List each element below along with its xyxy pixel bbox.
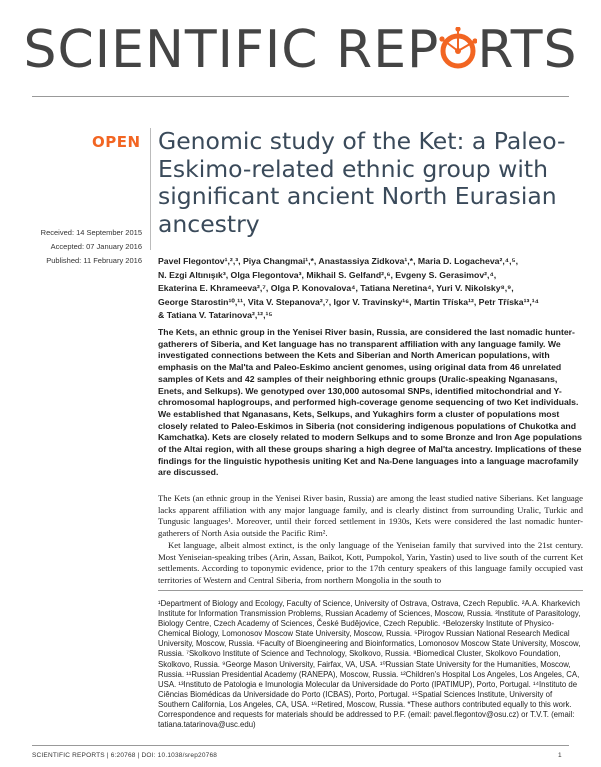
scientific-reports-logo-icon (439, 27, 477, 71)
accepted-date: Accepted: 07 January 2016 (50, 242, 142, 251)
affiliation-rule (158, 590, 583, 591)
received-date: Received: 14 September 2015 (40, 228, 142, 237)
title-divider (150, 128, 151, 250)
body-paragraph: Ket language, albeit almost extinct, is the only language of the Yeniseian family that survived into the 21st century. Most Yeniseian-speaking tribes (Arin, Assan, Baikot, Kott, Pumpokol, Yarin, Yastin) used to live south of the current Ket settlements. According to toponymic evidence, prior to the 17th century speakers of this language family occupied vast territories of Western and Central Siberia, from northern Mongolia in the south to (158, 539, 583, 585)
author-list (158, 255, 578, 323)
author-line: Pavel Flegontov¹,²,³, Piya Changmai¹,*, Anastassiya Zidkova¹,*, Maria D. Logacheva²,⁴,⁵, (158, 256, 518, 266)
body-paragraph: The Kets (an ethnic group in the Yenisei River basin, Russia) are among the least studied native Siberians. Ket language lacks apparent affiliation with any major language family, and is clearly distinct from surrounding Uralic, Turkic and Tungusic languages¹. Moreover, until their forced settlement in 1930s, Kets were considered the last nomadic hunter-gatherers of North Asia outside the Pacific Rim². (158, 493, 583, 539)
author-line: George Starostin¹⁰,¹¹, Vita V. Stepanova²,⁷, Igor V. Travinsky¹⁶, Martin Tříska¹², Petr Tříska¹³,¹⁴ (158, 296, 539, 307)
article-title: Genomic study of the Ket: a Paleo-Eskimo-related ethnic group with significant ancient North Eurasian ancestry (158, 127, 566, 238)
published-date: Published: 11 February 2016 (46, 256, 142, 265)
author-line: N. Ezgi Altınışık³, Olga Flegontova³, Mikhail S. Gelfand²,⁶, Evgeny S. Gerasimov²,⁴, (158, 269, 497, 280)
masthead-right: RTS (477, 20, 578, 80)
open-access-label: OPEN (92, 133, 141, 151)
footer-citation: SCIENTIFIC REPORTS | 6:20768 | DOI: 10.1038/srep20768 (32, 752, 218, 759)
journal-masthead (0, 20, 601, 80)
masthead-rule (32, 96, 569, 97)
affiliations: ¹Department of Biology and Ecology, Faculty of Science, University of Ostrava, Ostrava, Czech Republic. ²A.A. Kharkevich Institute for Information Transmission Problems, Russian Academy of Sciences, Moscow, Russia. ³Institute of Parasitology, Biology Centre, Czech Academy of Sciences, České Budějovice, Czech Republic. ⁴Belozersky Institute of Physico-Chemical Biology, Lomonosov Moscow State University, Moscow, Russia. ⁵Pirogov Russian National Research Medical University, Moscow, Russia. ⁶Faculty of Bioengineering and Bioinformatics, Lomonosov Moscow State University, Moscow, Russia. ⁷Skolkovo Institute of Science and Technology, Skolkovo, Russia. ⁸Biomedical Cluster, Skolkovo Foundation, Skolkovo, Russia. ⁹George Mason University, Fairfax, VA, USA. ¹⁰Russian State University for the Humanities, Moscow, Russia. ¹¹Russian Presidential Academy (RANEPA), Moscow, Russia. ¹²Children's Hospital Los Angeles, Los Angeles, CA, USA. ¹³Instituto de Patologia e Imunologia Molecular da Universidade do Porto (IPATIMUP), Porto, Portugal. ¹⁴Instituto de Ciências Biomédicas da Universidade do Porto (ICBAS), Porto, Portugal. ¹⁵Spatial Sciences Institute, University of Southern California, Los Angeles, CA, USA. ¹⁶Retired, Moscow, Russia. *These authors contributed equally to this work. Correspondence and requests for materials should be addressed to P.F. (email: pavel.flegontov@osu.cz) or T.V.T. (email: tatiana.tatarinova@usc.edu) (158, 599, 581, 730)
page-number: 1 (558, 752, 562, 759)
article-dates (18, 226, 142, 268)
author-line: Ekaterina E. Khrameeva²,⁷, Olga P. Konovalova⁴, Tatiana Neretina⁴, Yuri V. Nikolsky⁸,⁹, (158, 283, 514, 294)
abstract: The Kets, an ethnic group in the Yenisei River basin, Russia, are considered the last nomadic hunter-gatherers of Siberia, and Ket language has no transparent affiliation with any language family. We investigated connections between the Kets and Siberian and North American populations, with emphasis on the Mal'ta and Paleo-Eskimo ancient genomes, using original data from 46 unrelated samples of Kets and 42 samples of their neighboring ethnic groups (Uralic-speaking Nganasans, Enets, and Selkups). We genotyped over 130,000 autosomal SNPs, identified mitochondrial and Y-chromosomal haplogroups, and performed high-coverage genome sequencing of two Ket individuals. We established that Nganasans, Kets, Selkups, and Yukaghirs form a cluster of populations most closely related to Paleo-Eskimos in Siberia (not considering indigenous populations of Chukotka and Kamchatka). Kets are closely related to modern Selkups and to some Bronze and Iron Age populations of the Altai region, with all these groups sharing a high degree of Mal'ta ancestry. Implications of these findings for the linguistic hypothesis uniting Ket and Na-Dene languages into a language macrofamily are discussed. (158, 327, 583, 478)
footer-rule (32, 745, 569, 746)
masthead-left: SCIENTIFIC REP (23, 20, 440, 80)
body-text (158, 493, 583, 587)
author-line: & Tatiana V. Tatarinova²,¹²,¹⁵ (158, 310, 273, 321)
